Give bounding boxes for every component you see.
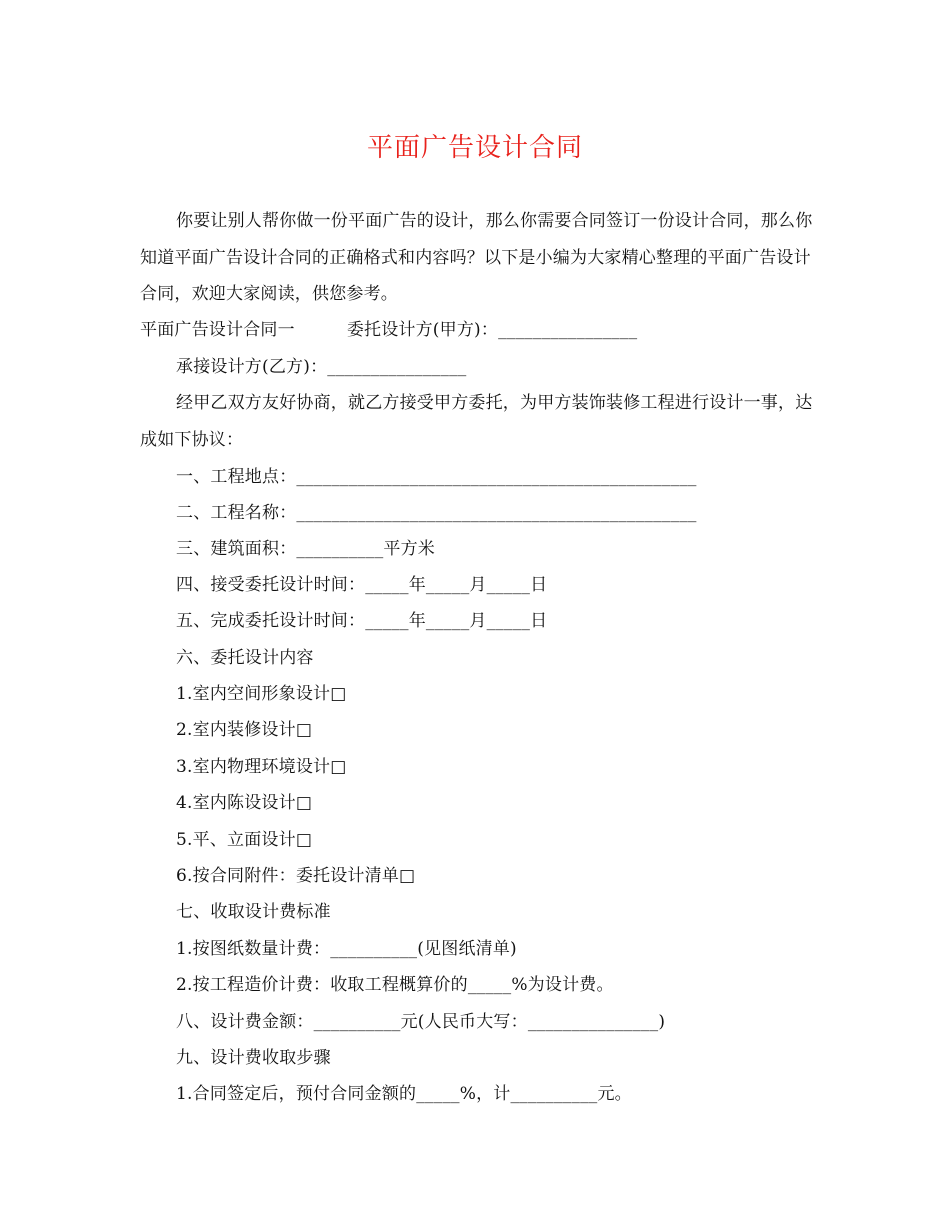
item-project-name: 二、工程名称：______________________________________________: [176, 503, 697, 523]
list-item: 2.室内装修设计□: [176, 720, 313, 740]
item-fee-standard: 七、收取设计费标准: [176, 902, 331, 922]
section-label: 平面广告设计合同一: [140, 320, 295, 340]
list-item: 1.室内空间形象设计□: [176, 684, 347, 704]
list-item: 2.按工程造价计费：收取工程概算价的_____%为设计费。: [176, 975, 614, 995]
item-fee-steps: 九、设计费收取步骤: [176, 1048, 331, 1068]
list-item: 6.按合同附件：委托设计清单□: [176, 866, 416, 886]
document-title: 平面广告设计合同: [366, 133, 583, 163]
list-item: 1.合同签定后，预付合同金额的_____%，计__________元。: [176, 1084, 632, 1104]
item-location: 一、工程地点：______________________________________________: [176, 467, 697, 487]
list-item: 1.按图纸数量计费：__________(见图纸清单): [176, 939, 517, 959]
item-design-content: 六、委托设计内容: [176, 648, 314, 668]
party-a-line: [140, 318, 637, 342]
item-accept-time: 四、接受委托设计时间：_____年_____月_____日: [176, 575, 548, 595]
party-a-field: 委托设计方(甲方)：________________: [346, 320, 638, 340]
intro-paragraph: 你要让别人帮你做一份平面广告的设计，那么你需要合同签订一份设计合同，那么你知道平面广告设计合同的正确格式和内容吗？以下是小编为大家精心整理的平面广告设计合同，欢迎大家阅读，供您参考。: [140, 211, 813, 304]
item-complete-time: 五、完成委托设计时间：_____年_____月_____日: [176, 611, 548, 631]
agreement-paragraph: 经甲乙双方友好协商，就乙方接受甲方委托，为甲方装饰装修工程进行设计一事，达成如下协议：: [140, 393, 813, 450]
item-fee-amount: 八、设计费金额：__________元(人民币大写：_______________): [176, 1012, 666, 1032]
item-building-area: 三、建筑面积：__________平方米: [176, 539, 435, 559]
list-item: 4.室内陈设设计□: [176, 793, 313, 813]
list-item: 5.平、立面设计□: [176, 830, 313, 850]
party-b-line: 承接设计方(乙方)：________________: [176, 357, 467, 377]
list-item: 3.室内物理环境设计□: [176, 757, 347, 777]
